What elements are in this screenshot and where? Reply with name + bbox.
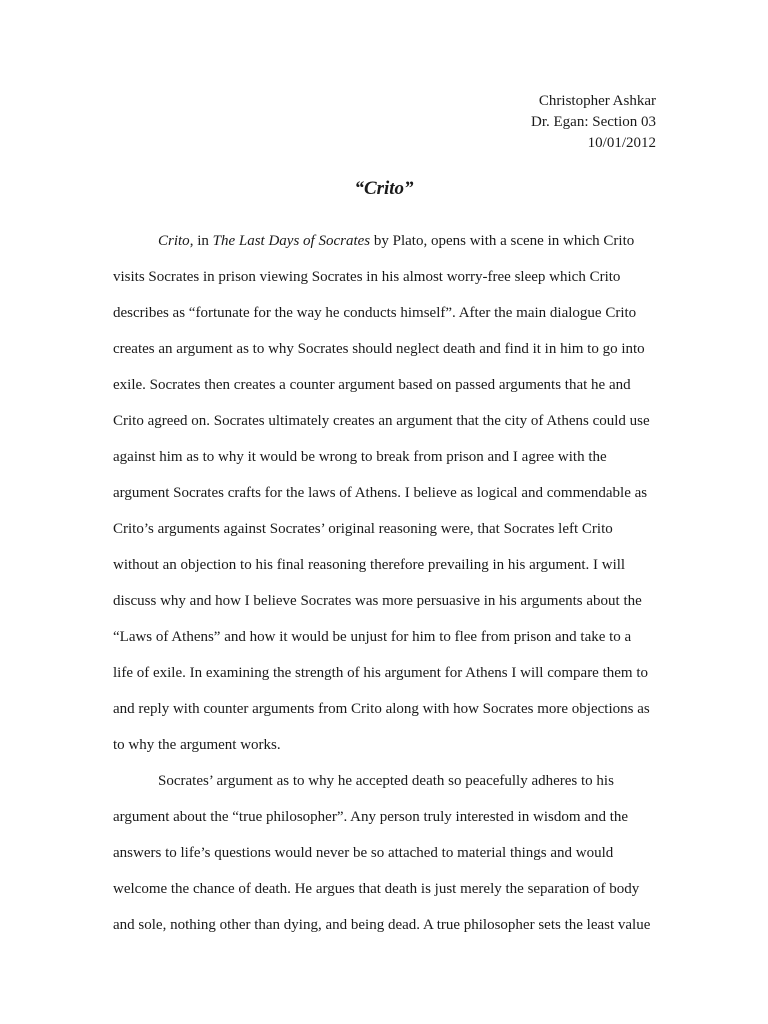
paragraph bbox=[113, 763, 661, 943]
text-segment: visits Socrates in prison viewing Socrates in his almost worry-free sleep which Crito bbox=[113, 269, 621, 285]
text-line bbox=[113, 907, 661, 943]
italic-text: The Last Days of Socrates bbox=[212, 233, 371, 249]
text-line bbox=[113, 691, 661, 727]
text-segment: discuss why and how I believe Socrates was more persuasive in his arguments about the bbox=[113, 593, 642, 609]
text-segment: life of exile. In examining the strength of his argument for Athens I will compare them to bbox=[113, 665, 649, 681]
text-segment: “Laws of Athens” and how it would be unjust for him to flee from prison and take to a bbox=[113, 629, 632, 645]
text-line bbox=[113, 727, 661, 763]
text-line bbox=[113, 475, 661, 511]
text-line bbox=[113, 295, 661, 331]
text-segment: against him as to why it would be wrong to break from prison and I agree with the bbox=[113, 449, 607, 465]
text-line bbox=[113, 763, 661, 799]
text-line bbox=[113, 871, 661, 907]
text-line bbox=[113, 655, 661, 691]
text-segment: describes as “fortunate for the way he conducts himself”. After the main dialogue Crito bbox=[113, 305, 637, 321]
text-line bbox=[113, 511, 661, 547]
text-line bbox=[113, 403, 661, 439]
text-segment: without an objection to his final reasoning therefore prevailing in his argument. I will bbox=[113, 557, 626, 573]
text-line bbox=[113, 331, 661, 367]
italic-text: Crito bbox=[158, 233, 190, 249]
author-name: Christopher Ashkar bbox=[538, 93, 656, 109]
essay-body bbox=[113, 223, 661, 943]
text-segment: answers to life’s questions would never be so attached to material things and would bbox=[113, 845, 614, 861]
text-segment: Socrates’ argument as to why he accepted death so peacefully adheres to his bbox=[158, 773, 614, 789]
essay-header bbox=[531, 91, 656, 154]
text-segment: argument about the “true philosopher”. Any person truly interested in wisdom and the bbox=[113, 809, 629, 825]
essay-date: 10/01/2012 bbox=[587, 135, 656, 151]
text-line bbox=[113, 547, 661, 583]
text-line bbox=[113, 367, 661, 403]
text-line bbox=[113, 835, 661, 871]
text-segment: creates an argument as to why Socrates should neglect death and find it in him to go into bbox=[113, 341, 645, 357]
text-segment: exile. Socrates then creates a counter argument based on passed arguments that he and bbox=[113, 377, 631, 393]
text-line bbox=[113, 223, 661, 259]
paragraph bbox=[113, 223, 661, 763]
text-segment: and sole, nothing other than dying, and being dead. A true philosopher sets the least value bbox=[113, 917, 651, 933]
text-segment: Crito agreed on. Socrates ultimately creates an argument that the city of Athens could use bbox=[113, 413, 650, 429]
text-line bbox=[113, 619, 661, 655]
text-segment: and reply with counter arguments from Crito along with how Socrates more objections as bbox=[113, 701, 650, 717]
text-line bbox=[113, 799, 661, 835]
text-segment: , in bbox=[189, 233, 213, 249]
text-segment: welcome the chance of death. He argues that death is just merely the separation of body bbox=[113, 881, 640, 897]
text-segment: to why the argument works. bbox=[113, 737, 281, 753]
text-line bbox=[113, 583, 661, 619]
essay-title: “Crito” bbox=[354, 178, 414, 199]
text-line bbox=[113, 439, 661, 475]
text-segment: argument Socrates crafts for the laws of Athens. I believe as logical and commendable as bbox=[113, 485, 648, 501]
course-section: Dr. Egan: Section 03 bbox=[531, 114, 656, 130]
text-segment: by Plato, opens with a scene in which Crito bbox=[370, 233, 635, 249]
text-line bbox=[113, 259, 661, 295]
text-segment: Crito’s arguments against Socrates’ original reasoning were, that Socrates left Crito bbox=[113, 521, 613, 537]
